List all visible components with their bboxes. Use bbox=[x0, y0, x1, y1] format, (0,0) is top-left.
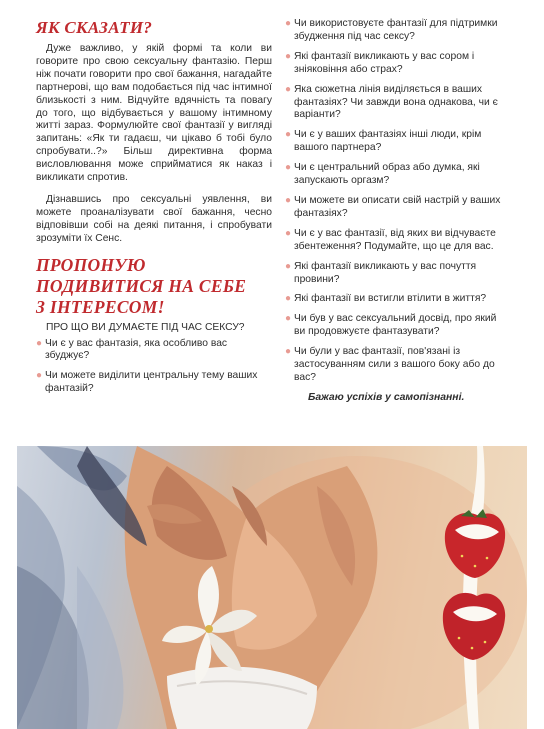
closing-wish: Бажаю успіхів у самопізнанні. bbox=[308, 391, 465, 403]
bullet-icon: ● bbox=[285, 194, 292, 206]
bullet-icon: ● bbox=[285, 260, 292, 272]
bullet-icon: ● bbox=[285, 313, 292, 325]
bullet-icon: ● bbox=[285, 83, 292, 95]
section-heading-look-at-yourself bbox=[36, 255, 272, 318]
bullet-icon: ● bbox=[285, 293, 292, 305]
question-text: Чи використовуєте фантазії для підтримки збудження під час сексу? bbox=[294, 18, 498, 42]
left-column bbox=[36, 18, 272, 403]
bullet-icon: ● bbox=[285, 346, 292, 358]
questions-title: ПРО ЩО ВИ ДУМАЄТЕ ПІД ЧАС СЕКСУ? bbox=[46, 321, 245, 333]
bullet-icon: ● bbox=[285, 18, 292, 29]
list-item bbox=[36, 338, 272, 364]
question-text: Які фантазії ви встигли втілити в життя? bbox=[294, 293, 487, 305]
question-text: Чи є у вас фантазія, яка особливо вас збуджує? bbox=[45, 337, 228, 362]
list-item bbox=[285, 228, 510, 254]
illustration-svg bbox=[17, 446, 527, 729]
section-heading-how-to-say: ЯК СКАЗАТИ? bbox=[36, 18, 153, 37]
bullet-icon: ● bbox=[285, 162, 292, 174]
question-text: Які фантазії викликають у вас почуття провини? bbox=[294, 260, 477, 285]
list-item bbox=[285, 51, 510, 77]
bullet-icon: ● bbox=[36, 370, 43, 382]
intro-paragraph: Дуже важливо, у якій формі та коли ви говорите про свою сексуальну фантазію. Перш ніж почати говорити про свої бажання, нагадайте партнерові, що вам подобається під час інтимної близькості з ним. Відчуйте вдячність та повагу до того, що відбувається у вашому інтимному житті зараз. Формулюйте свої фантазії у вигляді запитань: «Як ти гадаєш, чи цікаво б тобі було спробувати..?» Більш директивна форма висловлювання може сприйматися як наказ і викликати спротив. bbox=[36, 43, 272, 184]
watercolor-embrace-illustration bbox=[17, 446, 527, 729]
right-column bbox=[285, 18, 510, 403]
bullet-icon: ● bbox=[285, 50, 292, 62]
list-item bbox=[285, 195, 510, 221]
analysis-paragraph: Дізнавшись про сексуальні уявлення, ви можете проаналізувати свої бажання, чесно відповівши собі на деякі питання, і спробувати зрозуміти їх Сенс. bbox=[36, 193, 272, 244]
question-text: Чи можете виділити центральну тему ваших фантазій? bbox=[45, 370, 258, 395]
question-text: Чи є у ваших фантазіях інші люди, крім вашого партнера? bbox=[294, 129, 482, 154]
list-item bbox=[285, 261, 510, 287]
list-item bbox=[285, 293, 510, 306]
bullet-icon: ● bbox=[285, 129, 292, 141]
question-text: Чи можете ви описати свій настрій у ваших фантазіях? bbox=[294, 194, 501, 219]
bullet-icon: ● bbox=[285, 227, 292, 239]
question-text: Чи були у вас фантазії, пов'язані із застосуванням сили з вашого боку або до вас? bbox=[294, 346, 495, 383]
heading-line-2: ПОДИВИТИСЯ НА СЕБЕ bbox=[36, 275, 247, 296]
list-item bbox=[285, 313, 510, 339]
list-item bbox=[285, 84, 510, 123]
left-question-list bbox=[36, 338, 272, 397]
bullet-icon: ● bbox=[36, 337, 43, 349]
question-text: Чи є центральний образ або думка, які запускають оргазм? bbox=[294, 162, 480, 187]
question-text: Чи є у вас фантазії, від яких ви відчуваєте збентеження? Подумайте, що це для вас. bbox=[294, 227, 496, 252]
question-text: Які фантазії викликають у вас сором і зніяковіння або страх? bbox=[294, 50, 475, 75]
list-item bbox=[285, 162, 510, 188]
question-text: Чи був у вас сексуальний досвід, про який ви продовжуєте фантазувати? bbox=[294, 313, 497, 338]
list-item bbox=[285, 18, 510, 44]
heading-line-1: ПРОПОНУЮ bbox=[36, 254, 146, 275]
list-item bbox=[285, 129, 510, 155]
right-question-list bbox=[285, 18, 510, 385]
list-item bbox=[36, 370, 272, 396]
heading-line-3: З ІНТЕРЕСОМ! bbox=[36, 296, 165, 317]
question-text: Яка сюжетна лінія виділяється в ваших фантазіях? Чи завжди вона однакова, чи є варіанти? bbox=[294, 83, 498, 121]
list-item bbox=[285, 346, 510, 385]
